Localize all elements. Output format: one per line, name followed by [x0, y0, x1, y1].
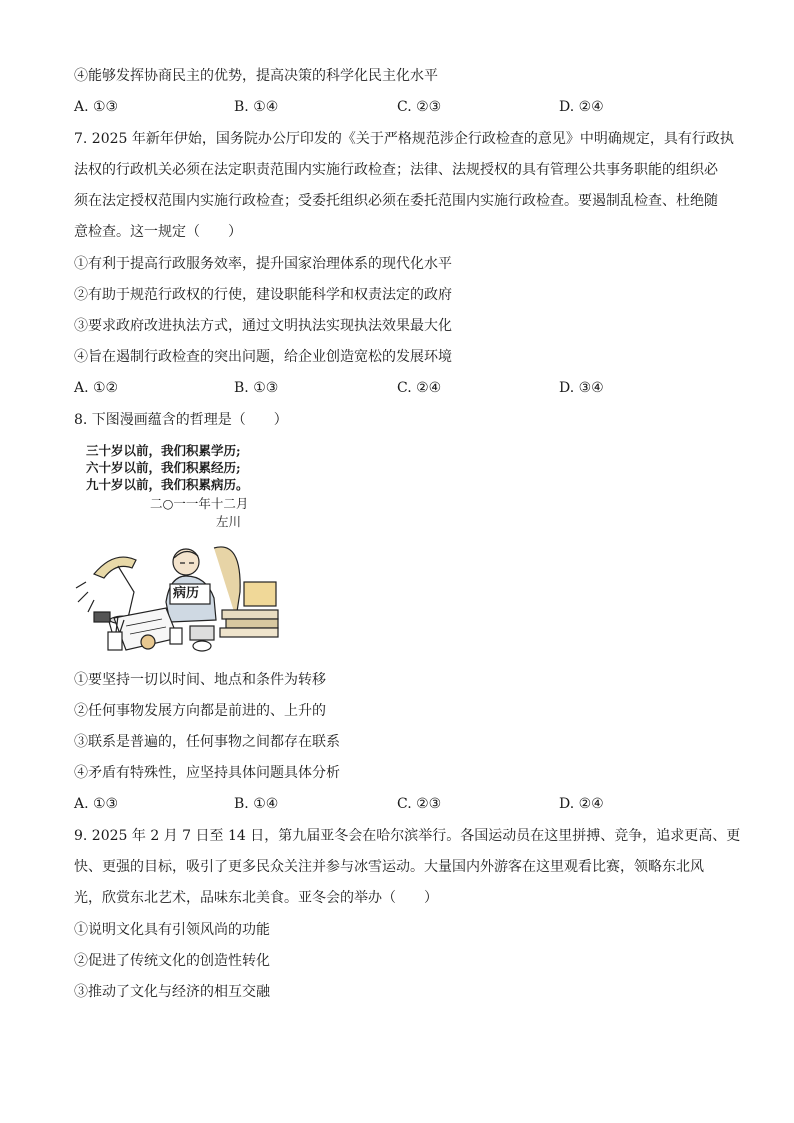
q7-option-b[interactable]: B. ①③	[234, 380, 279, 396]
q7-item-1: ①有利于提高行政服务效率，提升国家治理体系的现代化水平	[74, 256, 452, 272]
q8-item-3: ③联系是普遍的，任何事物之间都存在联系	[74, 734, 340, 750]
q9-stem-line-3: 光，欣赏东北艺术，品味东北美食。亚冬会的举办（ ）	[74, 890, 438, 906]
cartoon-illustration	[74, 442, 284, 654]
q7-option-d[interactable]: D. ③④	[559, 380, 604, 396]
q8-item-2: ②任何事物发展方向都是前进的、上升的	[74, 703, 326, 719]
q7-stem-line-3: 须在法定授权范围内实施行政检查；受委托组织必须在委托范围内实施行政检查。要遏制乱检查、杜绝随	[74, 193, 718, 209]
q7-option-a[interactable]: A. ①②	[74, 380, 119, 396]
cartoon-caption-line-1: 三十岁以前，我们积累学历;	[86, 443, 241, 458]
q7-item-4: ④旨在遏制行政检查的突出问题，给企业创造宽松的发展环境	[74, 349, 452, 365]
q9-stem-line-2: 快、更强的目标，吸引了更多民众关注并参与冰雪运动。大量国内外游客在这里观看比赛，领略东北风	[74, 859, 704, 875]
cartoon-date: 二○一一年十二月	[150, 496, 249, 511]
q6-option-c[interactable]: C. ②③	[397, 99, 442, 115]
q8-option-b[interactable]: B. ①④	[234, 796, 279, 812]
cartoon-caption-line-2: 六十岁以前，我们积累经历;	[86, 460, 241, 475]
q8-item-4: ④矛盾有特殊性，应坚持具体问题具体分析	[74, 765, 340, 781]
q8-option-a[interactable]: A. ①③	[74, 796, 119, 812]
q9-item-2: ②促进了传统文化的创造性转化	[74, 953, 270, 969]
q7-option-c[interactable]: C. ②④	[397, 380, 442, 396]
cartoon-medical-record-label: 病历	[173, 586, 200, 601]
q7-options	[74, 378, 734, 398]
q6-option-a[interactable]: A. ①③	[74, 99, 119, 115]
q9-item-3: ③推动了文化与经济的相互交融	[74, 984, 270, 1000]
q7-stem-line-1: 7. 2025 年新年伊始，国务院办公厅印发的《关于严格规范涉企行政检查的意见》中明确规定，具有行政执	[74, 131, 734, 147]
q7-item-3: ③要求政府改进执法方式，通过文明执法实现执法效果最大化	[74, 318, 452, 334]
q7-stem-line-4: 意检查。这一规定（ ）	[74, 224, 242, 240]
q9-stem-line-1: 9. 2025 年 2 月 7 日至 14 日，第九届亚冬会在哈尔滨举行。各国运动员在这里拼搏、竞争，追求更高、更	[74, 828, 741, 844]
cartoon-caption-line-3: 九十岁以前，我们积累病历。	[86, 477, 249, 492]
q8-stem: 8. 下图漫画蕴含的哲理是（ ）	[74, 412, 288, 428]
q8-option-d[interactable]: D. ②④	[559, 796, 604, 812]
cartoon-author: 左川	[216, 514, 242, 529]
q7-item-2: ②有助于规范行政权的行使，建设职能科学和权责法定的政府	[74, 287, 452, 303]
q8-option-c[interactable]: C. ②③	[397, 796, 442, 812]
q6-option-b[interactable]: B. ①④	[234, 99, 279, 115]
q8-item-1: ①要坚持一切以时间、地点和条件为转移	[74, 672, 326, 688]
q7-stem-line-2: 法权的行政机关必须在法定职责范围内实施行政检查；法律、法规授权的具有管理公共事务职能的组织必	[74, 162, 718, 178]
q6-option-d[interactable]: D. ②④	[559, 99, 604, 115]
q6-item-4: ④能够发挥协商民主的优势，提高决策的科学化民主化水平	[74, 68, 438, 84]
q6-options	[74, 97, 734, 117]
q8-options	[74, 794, 734, 814]
q9-item-1: ①说明文化具有引领风尚的功能	[74, 922, 270, 938]
cartoon-drawing	[74, 442, 284, 654]
